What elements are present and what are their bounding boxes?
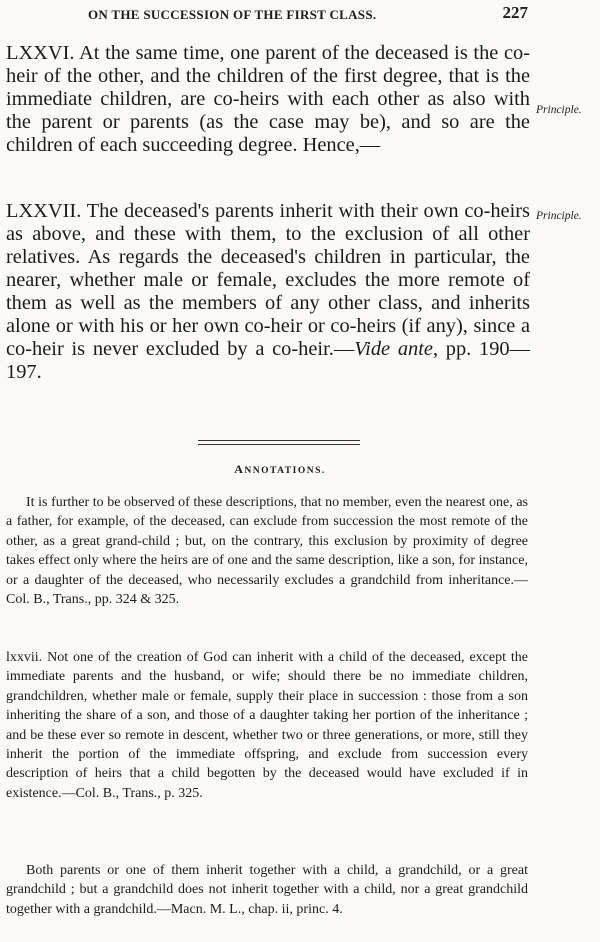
section-lxxvi xyxy=(6,42,530,157)
annotation-text: Not one of the creation of God can inherit with a child of the deceased, except the immediate parents and the husband, or wife; should there be no immediate children, grandchildren, whether male or female, supply their place in succession : those from a son inheriting the share of a son, and those of a daughter taking her portion of the inheritance ; and be these ever so remote in descent, whether two or three generations, or more, still they inherit the portion of the immediate offspring, and exclude from succession every description of heirs that a child begotten by the deceased would have excluded if in existence.—Col. B., Trans., p. 325. xyxy=(6,650,529,801)
margin-note-principle: Principle. xyxy=(536,210,582,222)
running-head-title: ON THE SUCCESSION OF THE FIRST CLASS. xyxy=(88,7,377,22)
running-head xyxy=(88,3,528,25)
annotation-tag: lxxvii. xyxy=(6,650,43,665)
annotation-paragraph: Both parents or one of them inherit together with a child, a grandchild, or a great grandchild ; but a grandchild does not inherit together with a child, nor a great grandchild together with a grandchild.—Macn. M. L., chap. ii, princ. 4. xyxy=(6,863,528,917)
annotations-heading-initial: A xyxy=(234,462,245,476)
section-number: LXXVI. xyxy=(6,42,75,64)
divider-rule xyxy=(198,444,360,445)
page-number: 227 xyxy=(502,3,528,22)
section-lxxvii xyxy=(6,200,530,384)
annotation-paragraph xyxy=(6,648,528,803)
section-number: LXXVII. xyxy=(6,200,82,222)
annotations-heading xyxy=(0,462,560,477)
cross-reference-pages: , pp. 190—197. xyxy=(6,338,531,383)
divider-rule xyxy=(198,440,360,441)
annotations-heading-rest: NNOTATIONS. xyxy=(244,466,326,476)
annotation-paragraph: It is further to be observed of these descriptions, that no member, even the nearest one, as a father, for example, of the deceased, can exclude from succession the most remote of the other, as a great grand-child ; but, on the contrary, this exclusion by proximity of degree takes effect only where the heirs are of one and the same description, like a son, for instance, or a daughter of the deceased, who necessarily excludes a grandchild from inheritance.—Col. B., Trans., pp. 324 & 325. xyxy=(6,495,528,608)
margin-note-principle: Principle. xyxy=(536,104,582,116)
section-text: At the same time, one parent of the deceased is the co-heir of the other, and the children of the first degree, that is the immediate children, are co-heirs with each other as also with the parent or parents (as the case may be), and so are the children of each succeeding degree. Hence,— xyxy=(6,42,530,156)
section-text: The deceased's parents inherit with their own co-heirs as above, and these with them, to the exclusion of all other relatives. As regards the deceased's children in particular, the nearer, whether male or female, excludes the more remote of them as well as the members of any other class, and inherits alone or with his or her own co-heir or co-heirs (if any), since a co-heir is never excluded by a co-heir.— xyxy=(6,200,530,360)
cross-reference-italic: Vide ante xyxy=(354,338,433,360)
